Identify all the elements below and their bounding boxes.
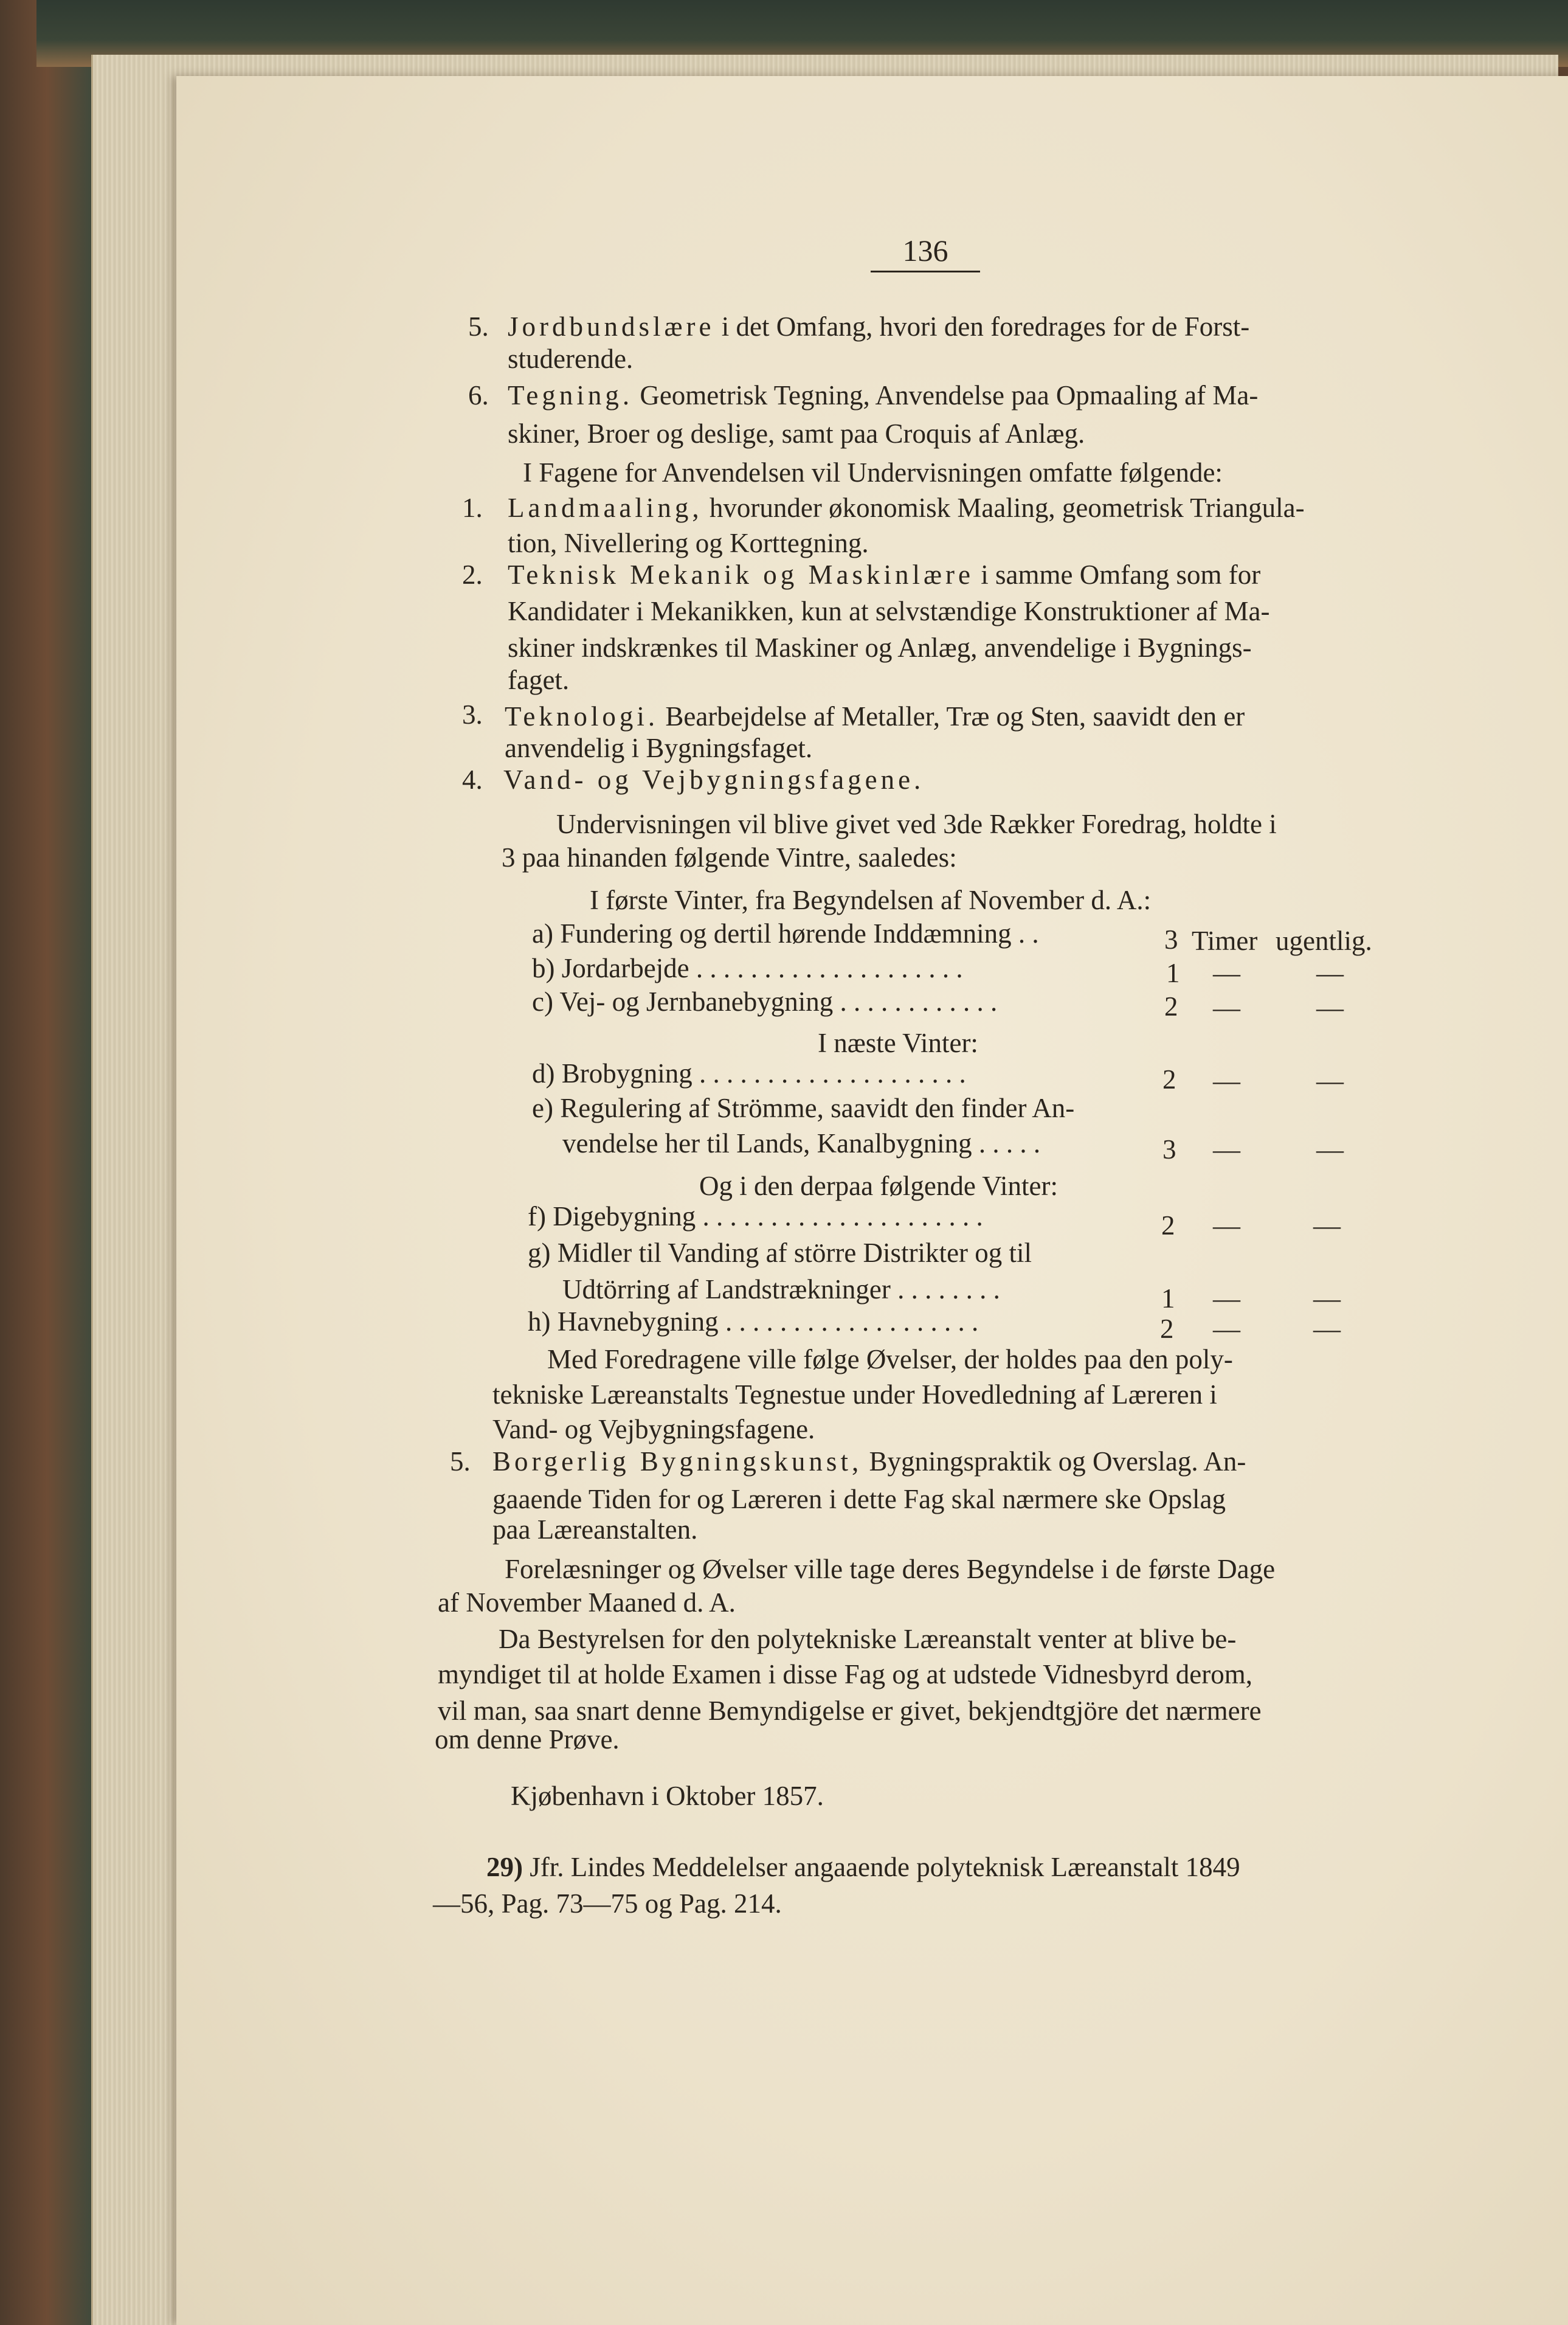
schedule-dash: — <box>1313 1283 1341 1314</box>
text-line: Kandidater i Mekanikken, kun at selvstændige Konstruktioner af Ma- <box>508 596 1270 626</box>
spaced-term: Jordbundslære <box>508 311 715 342</box>
schedule-label <box>562 1128 1140 1159</box>
text-line <box>503 764 924 795</box>
schedule-label: e) Regulering af Strömme, saavidt den finder An- <box>532 1093 1075 1123</box>
schedule-unit: Timer <box>1192 926 1258 956</box>
schedule-label-text: f) Digebygning <box>528 1201 696 1232</box>
text-line: faget. <box>508 665 570 695</box>
text-line: tekniske Læreanstalts Tegnestue under Hovedledning af Læreren i <box>492 1379 1217 1410</box>
schedule-label <box>532 1058 1140 1089</box>
text-line <box>492 1446 1246 1477</box>
text-line <box>508 493 1305 523</box>
schedule-heading: Og i den derpaa følgende Vinter: <box>699 1171 1059 1201</box>
text-line: I første Vinter, fra Begyndelsen af November d. A.: <box>590 885 1152 915</box>
dot-leader: . . . . . . . . . . . . . . . . . . . . . <box>696 1201 983 1232</box>
schedule-label <box>528 1201 1142 1232</box>
text-line: anvendelig i Bygningsfaget. <box>505 733 813 763</box>
item-number: 5. <box>450 1446 471 1477</box>
schedule-dash: — <box>1213 1314 1240 1344</box>
schedule-dash: — <box>1313 1314 1341 1344</box>
text-line <box>508 311 1249 342</box>
schedule-hours: 2 <box>1162 1064 1176 1095</box>
schedule-freq: ugentlig. <box>1276 926 1372 956</box>
schedule-dash: — <box>1316 993 1344 1023</box>
schedule-dash: — <box>1316 958 1344 988</box>
schedule-dash: — <box>1316 1065 1344 1096</box>
text-line: tion, Nivellering og Korttegning. <box>508 528 869 558</box>
dot-leader: . . . . . <box>972 1128 1041 1159</box>
text-line: Med Foredragene ville følge Øvelser, der holdes paa den poly- <box>547 1344 1233 1374</box>
spaced-term: Borgerlig Bygningskunst, <box>492 1446 863 1477</box>
schedule-hours: 2 <box>1161 1210 1175 1241</box>
schedule-label <box>528 1306 1142 1337</box>
line-text: i det Omfang, hvori den foredrages for de Forst- <box>714 311 1250 342</box>
schedule-label-text: b) Jordarbejde <box>532 953 689 983</box>
dot-leader: . . . . . . . . . . . . . . . . . . . . <box>689 953 963 983</box>
spaced-term: Teknisk Mekanik og Maskinlære <box>508 560 975 590</box>
footnote-marker: 29) <box>486 1852 523 1882</box>
schedule-dash: — <box>1213 1210 1240 1241</box>
schedule-hours: 2 <box>1164 991 1178 1022</box>
schedule-label-text: h) Havnebygning <box>528 1306 719 1337</box>
dot-leader: . . . . . . . . . . . . . . . . . . . . <box>692 1058 966 1089</box>
line-text: Bearbejdelse af Metaller, Træ og Sten, saavidt den er <box>658 701 1245 732</box>
item-number: 3. <box>462 699 483 730</box>
line-text: i samme Omfang som for <box>974 560 1261 590</box>
schedule-label-text: vendelse her til Lands, Kanalbygning <box>562 1128 972 1159</box>
text-line: 3 paa hinanden følgende Vintre, saaledes: <box>502 842 957 873</box>
text-line <box>505 701 1245 732</box>
text-line: Undervisningen vil blive givet ved 3de Rækker Foredrag, holdte i <box>556 809 1277 839</box>
schedule-dash: — <box>1213 958 1240 988</box>
text-line: skiner indskrænkes til Maskiner og Anlæg, anvendelige i Bygnings- <box>508 632 1252 663</box>
schedule-label <box>562 1274 1143 1305</box>
text-line: gaaende Tiden for og Læreren i dette Fag skal nærmere ske Opslag <box>492 1484 1226 1514</box>
schedule-hours: 3 <box>1164 924 1178 955</box>
spaced-term: Vand- og Vejbygningsfagene. <box>503 764 925 795</box>
text-line: om denne Prøve. <box>435 1724 620 1755</box>
schedule-hours: 1 <box>1161 1283 1175 1314</box>
text-line: vil man, saa snart denne Bemyndigelse er givet, bekjendtgjöre det nærmere <box>438 1696 1262 1726</box>
schedule-label-text: Udtörring af Landstrækninger <box>562 1274 891 1305</box>
schedule-dash: — <box>1213 993 1240 1023</box>
text-line <box>508 380 1258 411</box>
text-line: af November Maaned d. A. <box>438 1587 736 1618</box>
schedule-hours: 1 <box>1166 958 1180 988</box>
page-number: 136 <box>871 233 980 272</box>
text-line: paa Læreanstalten. <box>492 1514 698 1545</box>
schedule-label: g) Midler til Vanding af större Distrikter og til <box>528 1238 1032 1268</box>
footnote <box>486 1852 1240 1882</box>
text-line: Da Bestyrelsen for den polytekniske Læreanstalt venter at blive be- <box>499 1624 1237 1654</box>
spaced-term: Landmaaling, <box>508 493 703 523</box>
item-number: 4. <box>462 764 483 795</box>
text-line: studerende. <box>508 344 634 374</box>
footnote-continuation: —56, Pag. 73—75 og Pag. 214. <box>433 1888 782 1919</box>
schedule-heading: I næste Vinter: <box>818 1028 978 1058</box>
dot-leader: . . . . . . . . <box>890 1274 1000 1305</box>
item-number: 6. <box>468 380 489 411</box>
line-text: Geometrisk Tegning, Anvendelse paa Opmaaling af Ma- <box>633 380 1259 411</box>
dot-leader: . . . . . . . . . . . . <box>833 986 998 1017</box>
text-line: I Fagene for Anvendelsen vil Undervisningen omfatte følgende: <box>523 457 1223 488</box>
schedule-label: a) Fundering og dertil hørende Inddæmning . . <box>532 918 1039 949</box>
text-line: myndiget til at holde Examen i disse Fag og at udstede Vidnesbyrd derom, <box>438 1659 1252 1689</box>
schedule-label-text: c) Vej- og Jernbanebygning <box>532 986 834 1017</box>
text-line: skiner, Broer og deslige, samt paa Croquis af Anlæg. <box>508 418 1085 449</box>
schedule-hours: 3 <box>1162 1134 1176 1165</box>
schedule-dash: — <box>1213 1283 1240 1314</box>
spaced-term: Tegning. <box>508 380 634 411</box>
item-number: 1. <box>462 493 483 523</box>
schedule-dash: — <box>1213 1065 1240 1096</box>
text-line <box>508 560 1260 590</box>
schedule-dash: — <box>1213 1134 1240 1165</box>
footnote-text: Jfr. Lindes Meddelelser angaaende polyteknisk Læreanstalt 1849 <box>523 1852 1240 1882</box>
text-line: Vand- og Vejbygningsfagene. <box>492 1414 815 1444</box>
schedule-label-text: d) Brobygning <box>532 1058 692 1089</box>
item-number: 2. <box>462 560 483 590</box>
schedule-hours: 2 <box>1160 1314 1174 1344</box>
place-date: Kjøbenhavn i Oktober 1857. <box>511 1781 824 1811</box>
line-text: hvorunder økonomisk Maaling, geometrisk Triangula- <box>702 493 1305 523</box>
text-line: Forelæsninger og Øvelser ville tage deres Begyndelse i de første Dage <box>505 1554 1276 1584</box>
item-number: 5. <box>468 311 489 342</box>
schedule-label <box>532 953 1140 983</box>
schedule-dash: — <box>1313 1210 1341 1241</box>
spaced-term: Teknologi. <box>505 701 659 732</box>
schedule-label <box>532 986 1140 1017</box>
dot-leader: . . . . . . . . . . . . . . . . . . . <box>718 1306 979 1337</box>
schedule-dash: — <box>1316 1134 1344 1165</box>
line-text: Bygningspraktik og Overslag. An- <box>862 1446 1246 1477</box>
